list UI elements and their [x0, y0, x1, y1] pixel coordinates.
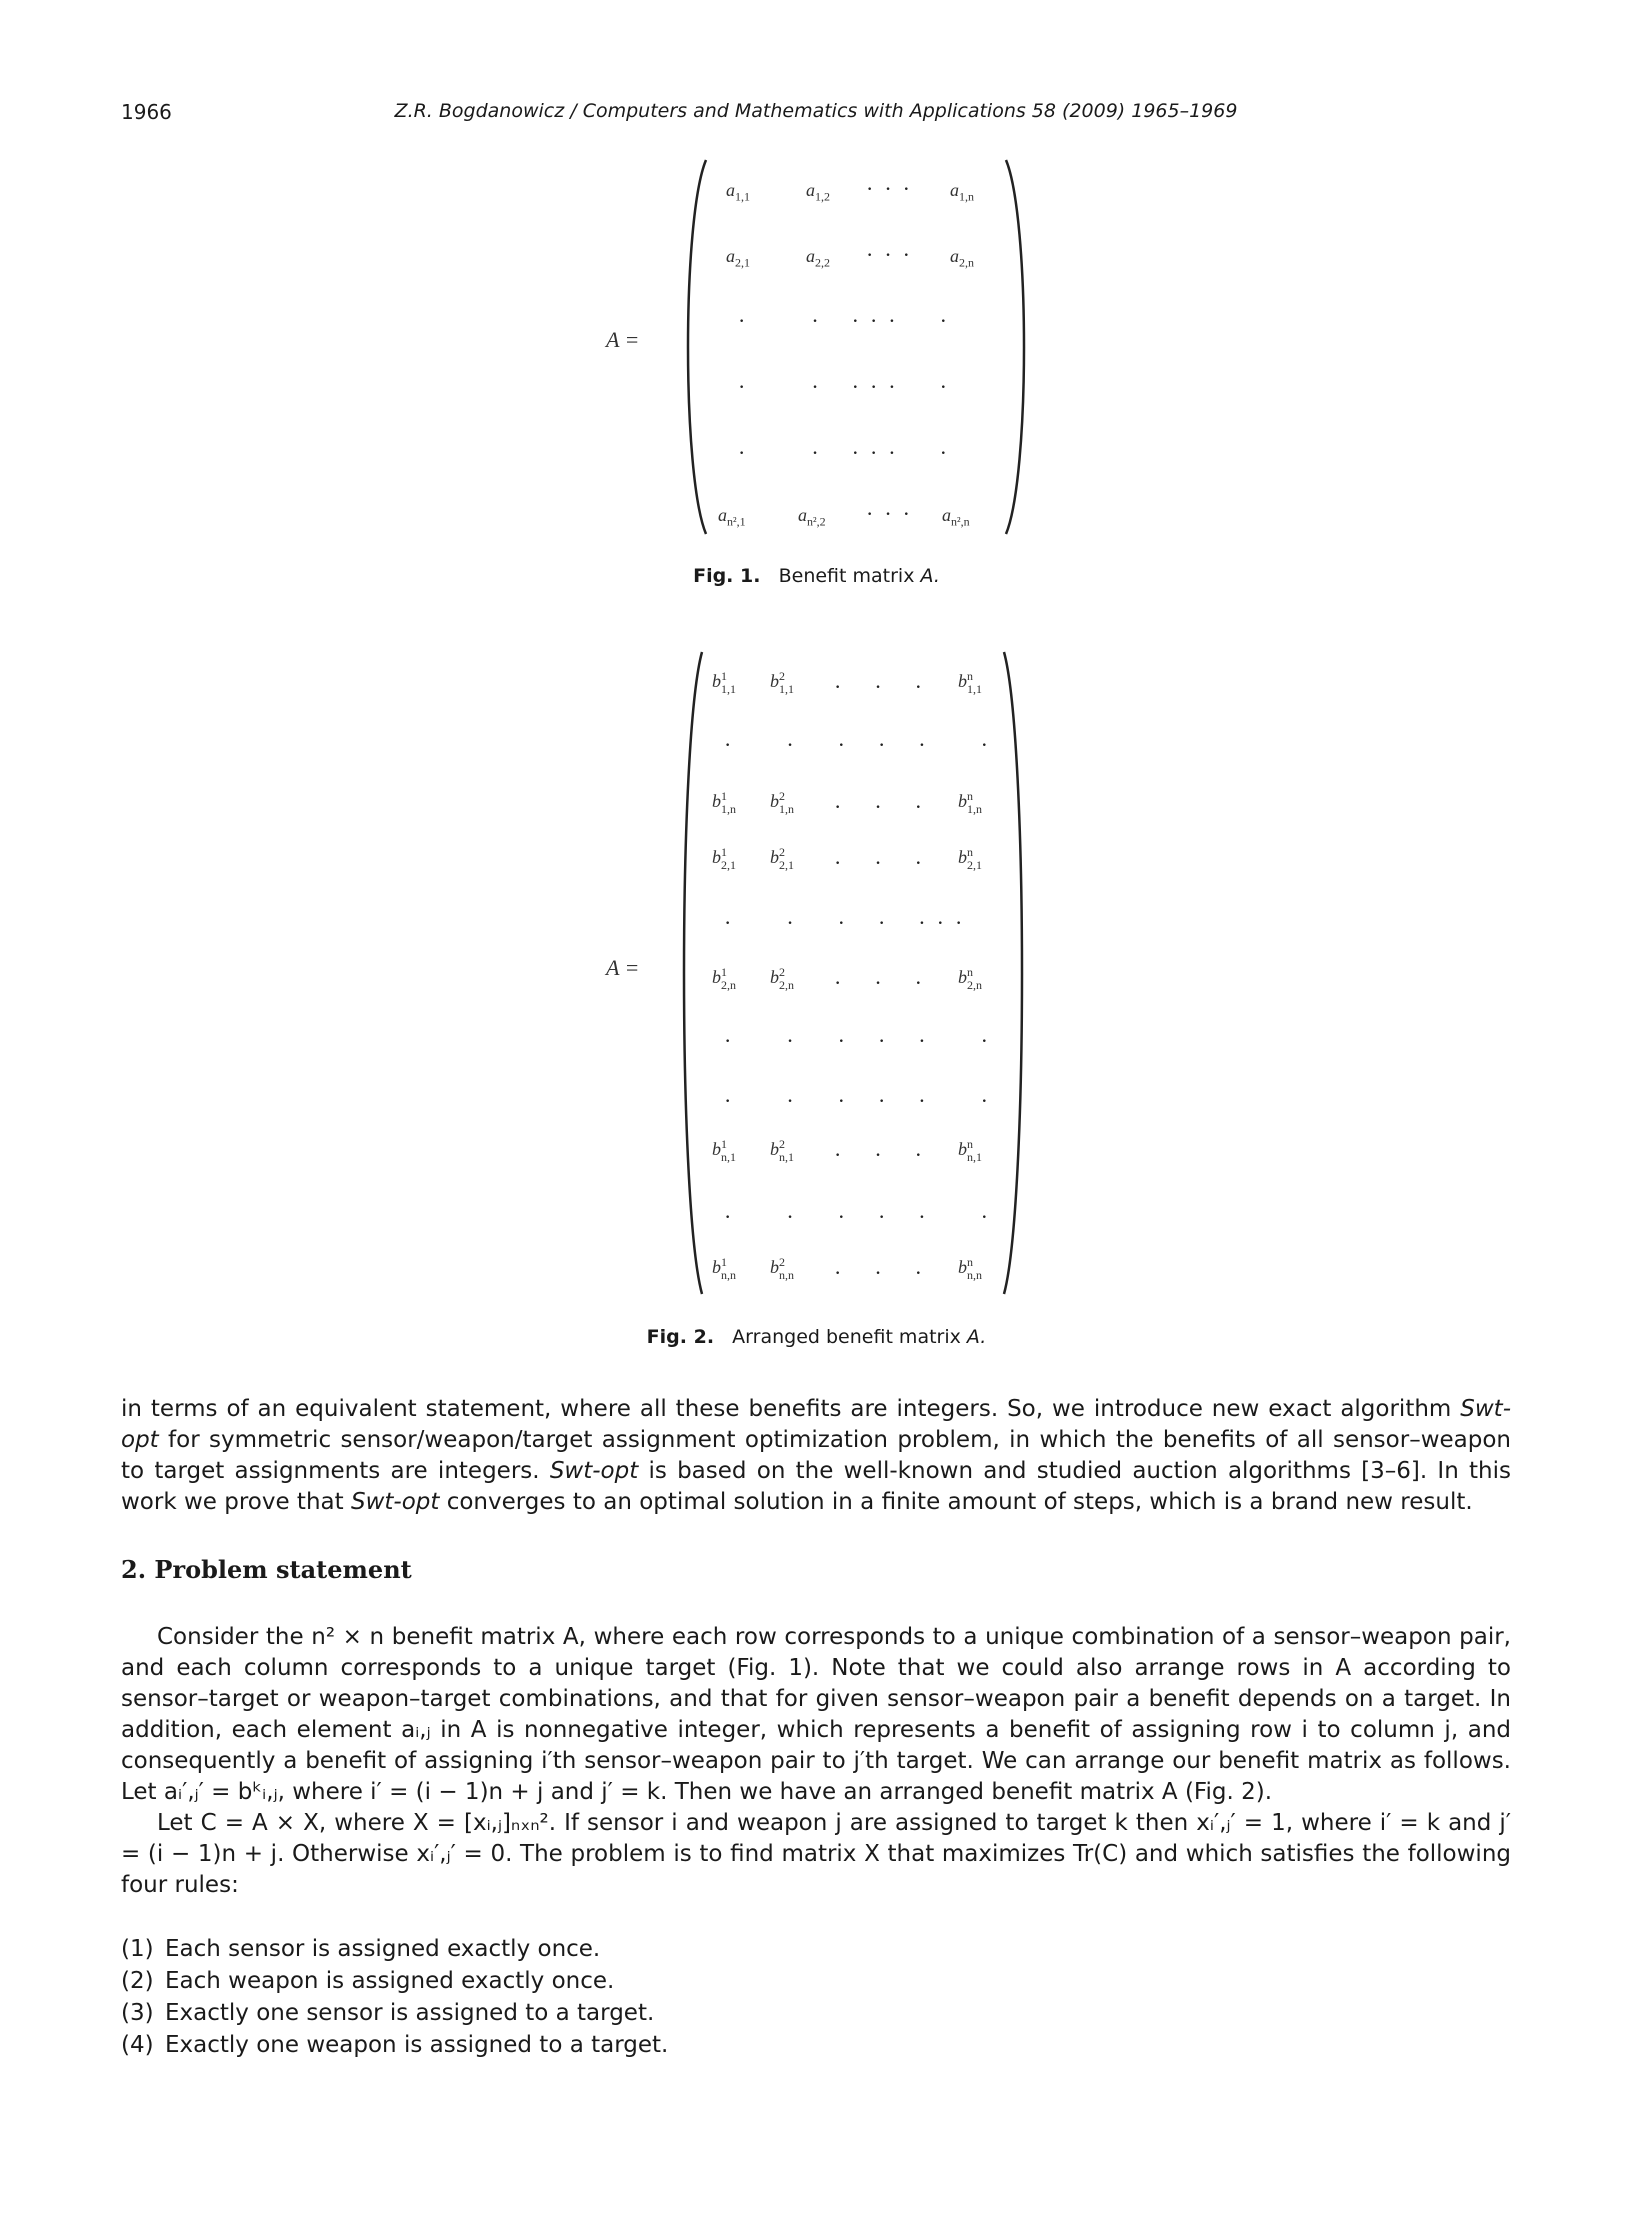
matrix-cell: $a_{1,2}$ — [806, 180, 830, 204]
ellipsis-row: · · · · · · · — [724, 910, 963, 935]
matrix-cell: b 1 2,1 — [712, 845, 736, 872]
page-number: 1966 — [121, 100, 172, 124]
ellipsis-row: · · · · · · — [738, 440, 947, 465]
matrix-cell: b n 1,n — [958, 789, 982, 816]
matrix-cell: b 1 n,1 — [712, 1137, 736, 1164]
ellipsis-row: · · · · · · — [724, 1028, 988, 1053]
matrix-cell: b n 2,1 — [958, 845, 982, 872]
matrix-cell: b 2 n,n — [770, 1255, 794, 1282]
matrix-cell: $a_{n^2,1}$ — [718, 505, 746, 529]
matrix-cell: b 2 1,1 — [770, 669, 794, 696]
algorithm-name: Swt-opt — [549, 1458, 639, 1484]
matrix-cell: $a_{1,n}$ — [950, 180, 974, 204]
caption-var: A. — [920, 565, 940, 587]
list-item: (1) Each sensor is assigned exactly once. — [121, 1936, 601, 1962]
matrix-cell: b 2 1,n — [770, 789, 794, 816]
matrix-lhs: A = — [606, 327, 640, 352]
algorithm-name: Swt-opt — [350, 1489, 440, 1515]
matrix-cell: b n 1,1 — [958, 669, 982, 696]
ellipsis-dots: · · · — [834, 970, 922, 995]
matrix-cell: b 1 1,1 — [712, 669, 736, 696]
algorithm-name: Swt-opt — [121, 1396, 1511, 1453]
ellipsis-row: · · · · · · — [738, 308, 947, 333]
caption-var: A. — [966, 1326, 987, 1348]
matrix-cell: $a_{n^2,2}$ — [798, 505, 826, 529]
matrix-cell: b 1 2,n — [712, 965, 736, 992]
matrix-cell: b n n,n — [958, 1255, 982, 1282]
matrix-cell: b 1 n,n — [712, 1255, 736, 1282]
rules-list — [121, 1933, 668, 2061]
ellipsis-row: · · · · · · — [724, 732, 988, 757]
caption-label: Fig. 1. — [693, 565, 761, 587]
matrix-cell: b 2 n,1 — [770, 1137, 794, 1164]
matrix-cell: b n 2,n — [958, 965, 982, 992]
figure-2-caption — [0, 1326, 1633, 1348]
paragraph-text: Consider the n² × n benefit matrix A, where each row corresponds to a unique combination of a sensor–weapon pair, and each column corresponds to a unique target (Fig. 1). Note that we could also arrange rows in A according to sensor–target or weapon–target combinations, and that for given sensor–weapon pair a benefit depends on a target. In addition, each element aᵢ,ⱼ in A is nonnegative integer, which represents a benefit of assigning row i to column j, and consequently a benefit of assigning i′th sensor–weapon pair to j′th target. We can arrange our benefit matrix as follows. Let aᵢ′,ⱼ′ = bᵏᵢ,ⱼ, where i′ = (i − 1)n + j and j′ = k. Then we have an arranged benefit matrix A (Fig. 2). — [121, 1624, 1511, 1805]
matrix-cell: $a_{1,1}$ — [726, 180, 750, 204]
matrix-cell: b n n,1 — [958, 1137, 982, 1164]
caption-text: Benefit matrix — [778, 565, 915, 587]
right-parenthesis — [1000, 650, 1030, 1296]
caption-label: Fig. 2. — [646, 1326, 715, 1348]
list-item: (4) Exactly one weapon is assigned to a target. — [121, 2032, 669, 2058]
problem-statement-paragraph-2 — [121, 1808, 1511, 1901]
matrix-lhs: A = — [606, 955, 640, 980]
matrix-cell: $a_{2,2}$ — [806, 246, 830, 270]
journal-citation: Z.R. Bogdanowicz / Computers and Mathematics with Applications 58 (2009) 1965–1969 — [394, 100, 1238, 122]
ellipsis-row: · · · · · · — [724, 1088, 988, 1113]
matrix-cell: $a_{2,1}$ — [726, 246, 750, 270]
problem-statement-paragraph-1 — [121, 1622, 1511, 1808]
matrix-cell: $a_{2,n}$ — [950, 246, 974, 270]
ellipsis-dots: · · · — [866, 176, 910, 201]
intro-paragraph — [121, 1394, 1511, 1518]
ellipsis-dots: · · · — [834, 794, 922, 819]
ellipsis-row: · · · · · · — [724, 1204, 988, 1229]
ellipsis-dots: · · · — [834, 1260, 922, 1285]
matrix-cell: b 2 2,1 — [770, 845, 794, 872]
intro-text: in terms of an equivalent statement, where all these benefits are integers. So, we introduce new exact algorithm Swt-opt for symmetric sensor/weapon/target assignment optimization problem, in which the benefits of all sensor–weapon to target assignments are integers. Swt-opt is based on the well-known and studied auction algorithms [3–6]. In this work we prove that Swt-opt converges to an optimal solution in a finite amount of steps, which is a brand new result. — [121, 1396, 1511, 1515]
matrix-cell: $a_{n^2,n}$ — [942, 505, 970, 529]
ellipsis-row: · · · · · · — [738, 374, 947, 399]
section-heading: 2. Problem statement — [121, 1555, 412, 1584]
left-parenthesis — [676, 650, 706, 1296]
list-item: (3) Exactly one sensor is assigned to a target. — [121, 2000, 655, 2026]
ellipsis-dots: · · · — [834, 674, 922, 699]
ellipsis-dots: · · · — [866, 501, 910, 526]
list-item: (2) Each weapon is assigned exactly once. — [121, 1968, 615, 1994]
ellipsis-dots: · · · — [866, 242, 910, 267]
matrix-cell: b 1 1,n — [712, 789, 736, 816]
ellipsis-dots: · · · — [834, 1142, 922, 1167]
paragraph-text: Let C = A × X, where X = [xᵢ,ⱼ]ₙₓₙ². If sensor i and weapon j are assigned to target k then xᵢ′,ⱼ′ = 1, where i′ = k and j′ = (i − 1)n + j. Otherwise xᵢ′,ⱼ′ = 0. The problem is to find matrix X that maximizes Tr(C) and which satisfies the following four rules: — [121, 1810, 1511, 1898]
ellipsis-dots: · · · — [834, 850, 922, 875]
matrix-cell: b 2 2,n — [770, 965, 794, 992]
caption-text: Arranged benefit matrix — [732, 1326, 961, 1348]
